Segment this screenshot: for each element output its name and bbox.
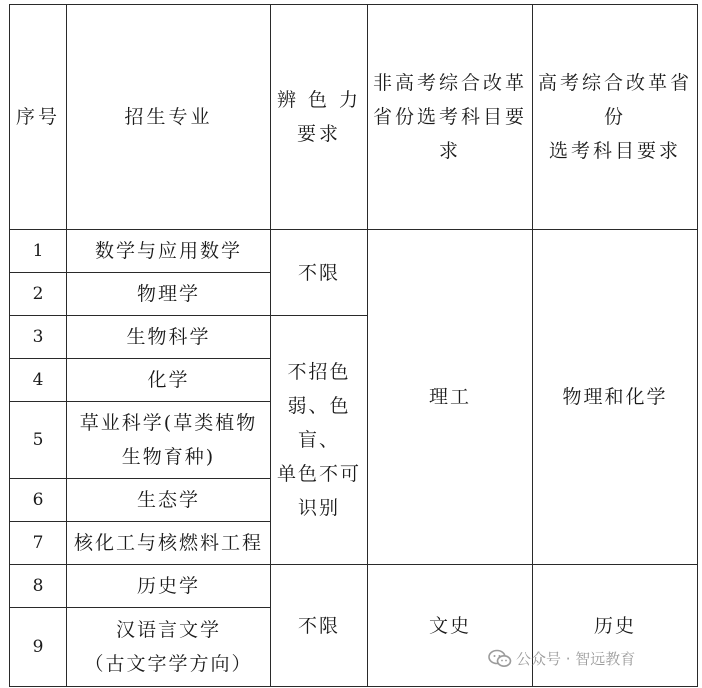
admission-table [9, 4, 698, 687]
non-reform-subject-cell: 理工 [368, 230, 533, 565]
table-row [10, 230, 698, 273]
row-index: 3 [10, 316, 67, 359]
color-requirement-cell: 不限 [271, 230, 368, 316]
table-row [10, 565, 698, 608]
row-major: 生物科学 [67, 316, 271, 359]
row-index: 7 [10, 522, 67, 565]
row-index: 5 [10, 402, 67, 479]
row-major: 核化工与核燃料工程 [67, 522, 271, 565]
header-color-vision: 辨 色 力 要求 [271, 5, 368, 230]
row-major: 物理学 [67, 273, 271, 316]
watermark [488, 648, 635, 669]
non-reform-subject-cell: 文史 [368, 565, 533, 687]
row-index: 2 [10, 273, 67, 316]
row-major: 历史学 [67, 565, 271, 608]
color-requirement-cell: 不限 [271, 565, 368, 687]
row-major: 化学 [67, 359, 271, 402]
header-index: 序号 [10, 5, 67, 230]
header-row [10, 5, 698, 230]
row-major: 汉语言文学 （古文字学方向） [67, 608, 271, 687]
row-major: 草业科学(草类植物 生物育种) [67, 402, 271, 479]
header-non-reform: 非高考综合改革 省份选考科目要 求 [368, 5, 533, 230]
row-index: 1 [10, 230, 67, 273]
row-major: 生态学 [67, 479, 271, 522]
row-index: 9 [10, 608, 67, 687]
reform-subject-cell: 历史 [533, 565, 698, 687]
row-index: 6 [10, 479, 67, 522]
row-index: 8 [10, 565, 67, 608]
header-reform: 高考综合改革省 份 选考科目要求 [533, 5, 698, 230]
row-index: 4 [10, 359, 67, 402]
row-major: 数学与应用数学 [67, 230, 271, 273]
header-major: 招生专业 [67, 5, 271, 230]
watermark-text: 公众号 · 智远教育 [516, 650, 636, 668]
reform-subject-cell: 物理和化学 [533, 230, 698, 565]
wechat-icon [488, 649, 512, 669]
color-requirement-cell: 不招色 弱、色盲、 单色不可 识别 [271, 316, 368, 565]
